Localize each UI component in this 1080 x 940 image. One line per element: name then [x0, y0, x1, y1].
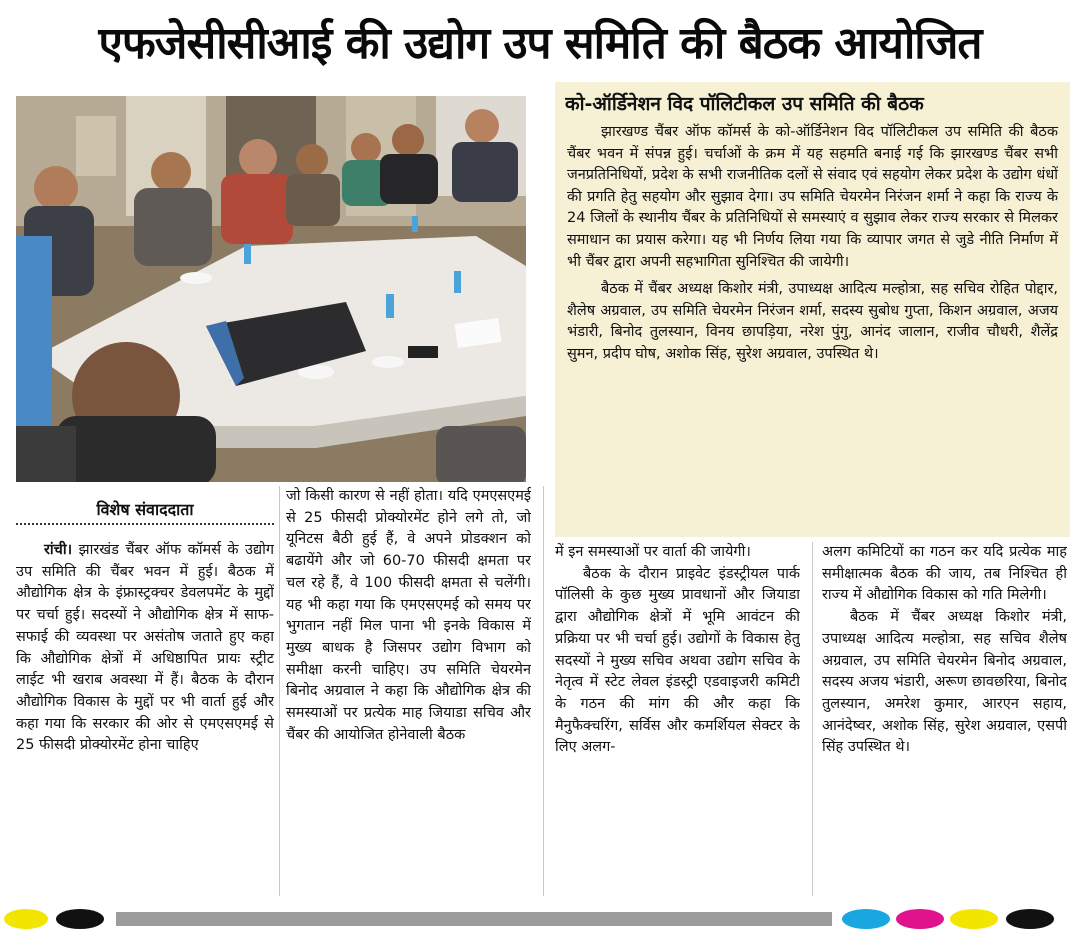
registration-dot-black [56, 909, 104, 929]
story-text: अलग कमिटियों का गठन कर यदि प्रत्येक माह समीक्षात्मक बैठक की जाय, तब निश्चित ही राज्य में औद्योगिक विकास को गति मिलेगी। [822, 544, 1067, 604]
story-column-1 [16, 540, 274, 898]
column-divider [543, 486, 544, 896]
registration-dot-yellow [4, 909, 48, 929]
story-text: में इन समस्याओं पर वार्ता की जायेगी। [555, 544, 751, 560]
byline-text: विशेष संवाददाता [96, 500, 194, 519]
registration-dot-black-2 [1006, 909, 1054, 929]
story-column-3 [555, 542, 800, 898]
registration-dot-cyan [842, 909, 890, 929]
boxed-story [555, 82, 1070, 537]
story-text: जो किसी कारण से नहीं होता। यदि एमएसएमई से 25 फीसदी प्रोक्योरमेंट होने लगे तो, जो यूनिटस बैठी हुई हैं, वे अपने प्रोडक्शन को बढायेंगे और जो 60-70 फीसदी क्षमता पर चल रहे हैं, वे 100 फीसदी क्षमता से चलेंगी। यह भी कहा गया कि एमएसएमई को समय पर भुगतान नहीं मिल पाना भी इनके विकास में मुख्य बाधक है जिसपर उद्योग विभाग को समीक्षा करनी चाहिए। उप समिति चेयरमेन बिनोद अग्रवाल ने कहा कि औद्योगिक क्षेत्र की समस्याओं पर प्रत्येक माह जियाडा सचिव और चैंबर की आयोजित होनेवाली बैठक [286, 488, 531, 743]
column-divider [812, 542, 813, 896]
meeting-photo [16, 96, 526, 482]
registration-gray-bar [116, 912, 832, 926]
column-divider [279, 486, 280, 896]
boxed-story-title: को-ऑर्डिनेशन विद पॉलिटीकल उप समिति की बैठक [565, 93, 924, 115]
boxed-story-paragraph: झारखण्ड चैंबर ऑफ कॉमर्स के को-ऑर्डिनेशन विद पॉलिटीकल उप समिति की बैठक चैंबर भवन में संपन्न हुई। चर्चाओं के क्रम में यह सहमति बनाई गई कि झारखण्ड चैंबर सभी जनप्रतिनिधियों, प्रदेश के सभी राजनीतिक दलों से संवाद एवं सहयोग लेकर प्रदेश के उद्योग धंधों की प्रगति हेतु सहयोग और सुझाव देगा। उप समिति चेयरमेन निरंजन शर्मा ने कहा कि राज्य के 24 जिलों के स्थानीय चैंबर के प्रतिनिधियों से समस्याएं व सुझाव लेकर राज्य सरकार से मिलकर समाधान का प्रयास करेगा। यह भी निर्णय लिया गया कि व्यापार जगत से जुडे नीति निर्माण में भी चैंबर द्वारा अपनी सहभागिता सुनिश्चित की जायेगी। [567, 124, 1058, 270]
story-column-4 [822, 542, 1067, 898]
dateline: रांची। [44, 542, 73, 558]
story-text: बैठक में चैंबर अध्यक्ष किशोर मंत्री, उपाध्यक्ष आदित्य मल्होत्रा, सह सचिव शैलेष अग्रवाल, उप समिति चेयरमेन बिनोद अग्रवाल, सदस्य अजय भंडारी, अरूण छावछरिया, बिनोद तुलस्यान, अमरेश कुमार, आरएन सहाय, आनंदेष्वर, अशोक सिंह, सुरेश अग्रवाल, एसपी सिंह उपस्थित थे। [822, 609, 1067, 756]
story-text: झारखंड चैंबर ऑफ कॉमर्स के उद्योग उप समिति की चैंबर भवन में हुई। बैठक में औद्योगिक क्षेत्र के इंफ्रास्ट्रक्चर डेवलपमेंट के मुद्दों पर चर्चा हुई। सदस्यों ने औद्योगिक क्षेत्र में साफ-सफाई की व्यवस्था पर असंतोष जताते हुए कहा कि औद्योगिक क्षेत्रों में अधिष्ठापित प्रायः स्ट्रीट लाईट भी खराब अवस्था में हैं। बैठक के दौरान औद्योगिक विकास के मुद्दों पर भी वार्ता हुई और कहा गया कि सरकार की ओर से एमएसएमई से 25 फीसदी प्रोक्योरमेंट होना चाहिए [16, 542, 274, 754]
story-column-2 [286, 486, 531, 898]
registration-dot-yellow-2 [950, 909, 998, 929]
registration-dot-magenta [896, 909, 944, 929]
story-text: बैठक के दौरान प्राइवेट इंडस्ट्रीयल पार्क पॉलिसी के कुछ मुख्य प्रावधानों और जियाडा द्वारा औद्योगिक क्षेत्रों में भूमि आवंटन की प्रक्रिया पर भी चर्चा हुई। उद्योगों के विकास हेतु सदस्यों ने मुख्य सचिव अथवा उद्योग सचिव के नेतृत्व में स्टेट लेवल इंडस्ट्री एडवाइजरी कमिटी के गठन की मांग की और कहा कि मैनुफैक्चरिंग, सर्विस और कमर्शियल सेक्टर के लिए अलग- [555, 565, 800, 756]
boxed-story-paragraph: बैठक में चैंबर अध्यक्ष किशोर मंत्री, उपाध्यक्ष आदित्य मल्होत्रा, सह सचिव रोहित पोद्दार, शैलेष अग्रवाल, उप समिति चेयरमेन निरंजन शर्मा, सदस्य सुबोध गुप्ता, किशन अग्रवाल, अजय भंडारी, बिनोद तुलस्यान, विनय छापड़िया, नरेश पुंगु, आनंद जालान, राजीव चौधरी, शैलेंद्र सुमन, प्रदीप घोष, अशोक सिंह, सुरेश अग्रवाल, उपस्थित थे। [567, 281, 1058, 362]
color-registration-strip [0, 900, 1080, 936]
byline [16, 495, 274, 529]
byline-divider [16, 523, 274, 525]
headline: एफजेसीसीआई की उद्योग उप समिति की बैठक आयोजित [98, 18, 982, 69]
